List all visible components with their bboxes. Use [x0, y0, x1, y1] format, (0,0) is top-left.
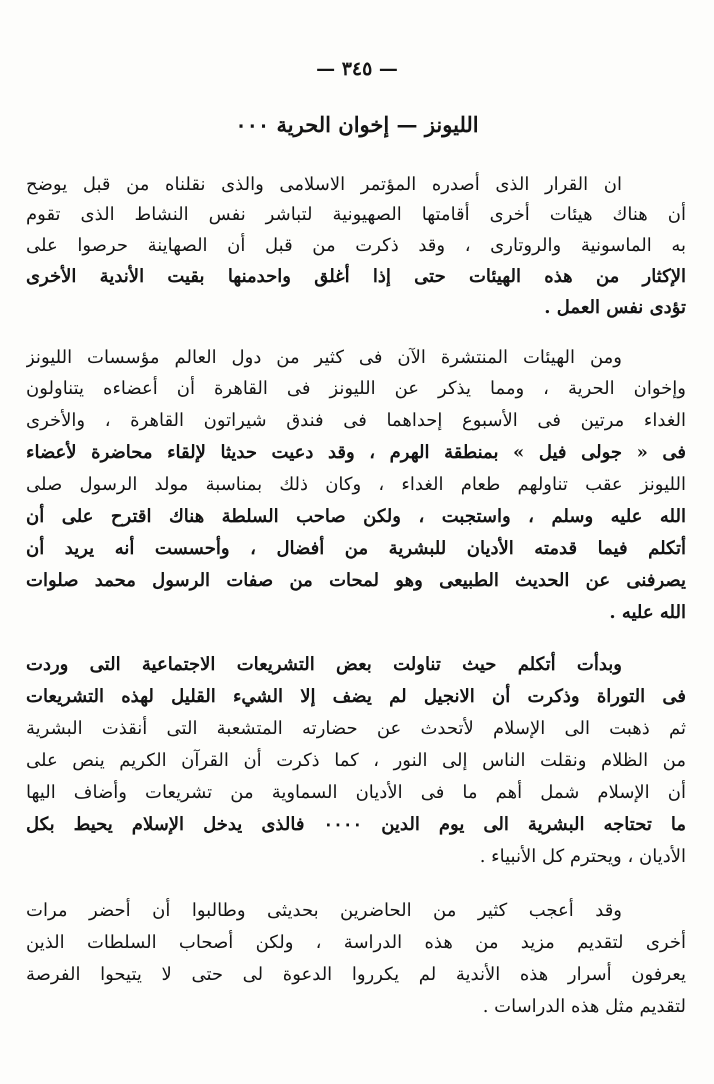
paragraph-line: يصرفنى عن الحديث الطبيعى وهو لمحات من صفات الرسول محمد صلوات [26, 570, 686, 591]
paragraph-line: تؤدى نفس العمل . [544, 297, 686, 318]
paragraph-line: وبدأت أتكلم حيث تناولت بعض التشريعات الاجتماعية التى وردت [26, 654, 622, 675]
paragraph-line: وإخوان الحرية ، ومما يذكر عن الليونز فى القاهرة أن أعضاءه يتناولون [26, 378, 686, 399]
paragraph-line: أن هناك هيئات أخرى أقامتها الصهيونية لتباشر نفس النشاط الذى تقوم [26, 204, 686, 225]
paragraph-line: أن الإسلام شمل أهم ما فى الأديان السماوية من تشريعات وأضاف اليها [26, 782, 686, 803]
paragraph-line: من الظلام ونقلت الناس إلى النور ، كما ذكرت أن القرآن الكريم ينص على [26, 750, 686, 771]
paragraph-line: فى التوراة وذكرت أن الانجيل لم يضف إلا الشيء القليل لهذه التشريعات [26, 686, 686, 707]
paragraph-line: الإكثار من هذه الهيئات حتى إذا أغلق واحدمنها بقيت الأندية الأخرى [26, 266, 686, 287]
paragraph-line: الله عليه . [609, 602, 686, 623]
paragraph-line: الغداء مرتين فى الأسبوع إحداهما فى فندق شيراتون القاهرة ، والأخرى [26, 410, 686, 431]
paragraph-line: ما تحتاجه البشرية الى يوم الدين ٠٠٠٠ فالذى يدخل الإسلام يحيط بكل [26, 814, 686, 835]
paragraph-line: ان القرار الذى أصدره المؤتمر الاسلامى والذى نقلناه من قبل يوضح [26, 174, 622, 195]
paragraph-line: أخرى لتقديم مزيد من هذه الدراسة ، ولكن أصحاب السلطات الذين [26, 932, 686, 953]
paragraph-line: الأديان ، ويحترم كل الأنبياء . [479, 846, 686, 867]
paragraph-line: الليونز عقب تناولهم طعام الغداء ، وكان ذلك بمناسبة مولد الرسول صلى [26, 474, 686, 495]
paragraph-line: يعرفون أسرار هذه الأندية لم يكرروا الدعوة لى حتى لا يتيحوا الفرصة [26, 964, 686, 985]
paragraph-line: وقد أعجب كثير من الحاضرين بحديثى وطالبوا أن أحضر مرات [26, 900, 622, 921]
page-number: — ٣٤٥ — [316, 58, 398, 80]
paragraph-line: به الماسونية والروتارى ، وقد ذكرت من قبل أن الصهاينة حرصوا على [26, 235, 686, 256]
paragraph-line: أتكلم فيما قدمته الأديان للبشرية من أفضال ، وأحسست أنه يريد أن [26, 538, 686, 559]
paragraph-line: الله عليه وسلم ، واستجبت ، ولكن صاحب السلطة هناك اقترح على أن [26, 506, 686, 527]
paragraph-line: ومن الهيئات المنتشرة الآن فى كثير من دول العالم مؤسسات الليونز [26, 347, 622, 368]
section-heading: الليونز — إخوان الحرية ٠٠٠ [235, 112, 479, 137]
paragraph-line: لتقديم مثل هذه الدراسات . [482, 996, 686, 1017]
paragraph-line: ثم ذهبت الى الإسلام لأتحدث عن حضارته المتشعبة التى أنقذت البشرية [26, 718, 686, 739]
paragraph-line: فى « جولى فيل » بمنطقة الهرم ، وقد دعيت حديثا لإلقاء محاضرة لأعضاء [26, 442, 686, 463]
